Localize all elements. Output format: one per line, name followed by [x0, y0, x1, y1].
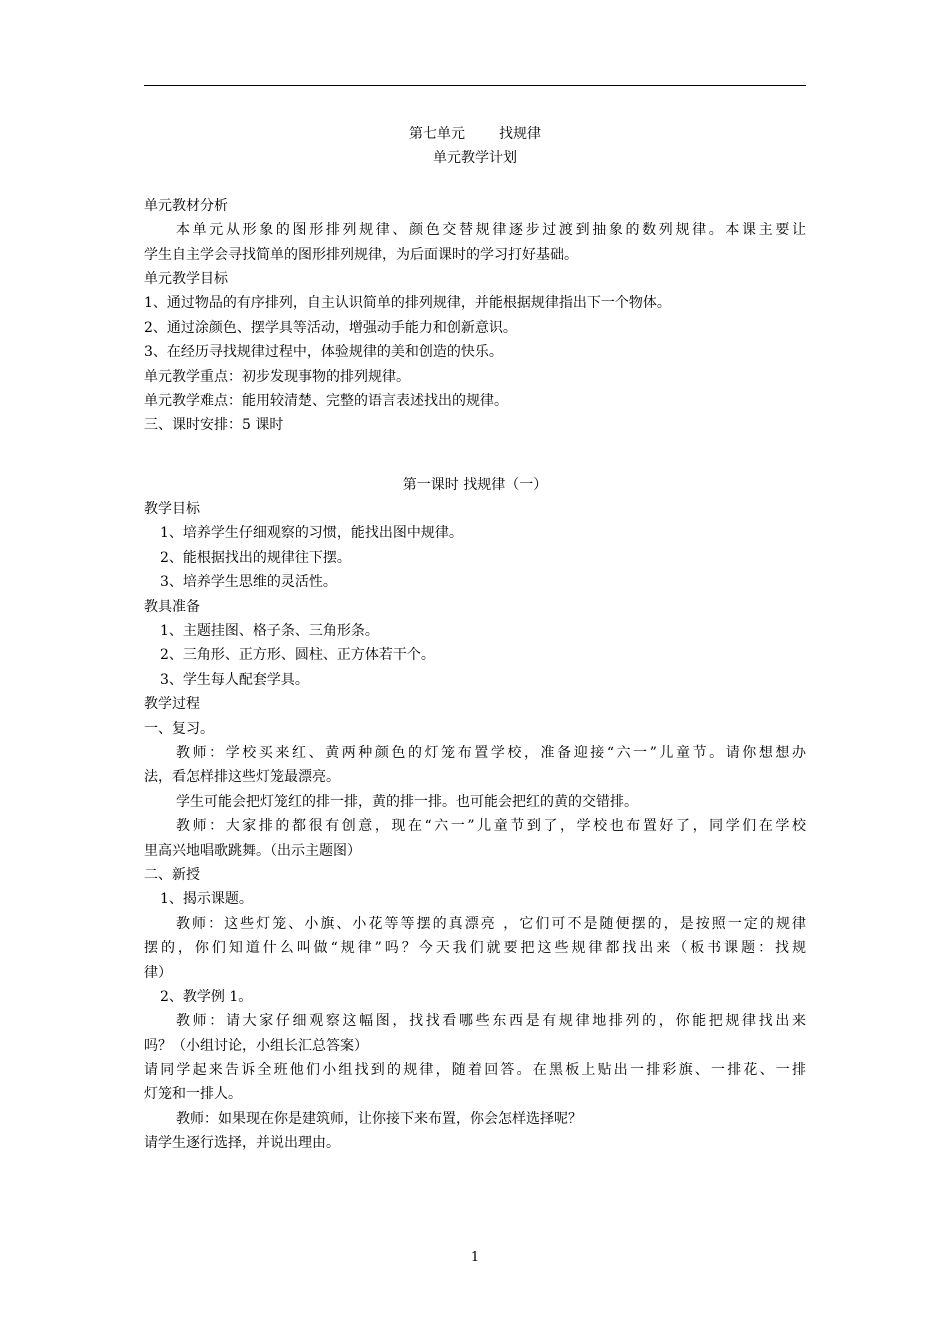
unit-title: 第七单元 找规律	[409, 126, 541, 142]
paragraph-1-line-2: 法，看怎样排这些灯笼最漂亮。	[144, 769, 340, 786]
paragraph-7: 教师：如果现在你是建筑师，让你接下来布置，你会怎样选择呢？	[176, 1110, 582, 1127]
goal-2: 2、通过涂颜色、摆学具等活动，增强动手能力和创新意识。	[144, 319, 517, 336]
paragraph-4-line-3: 律）	[144, 964, 172, 981]
step-1: 1、揭示课题。	[160, 891, 253, 908]
analysis-line-2: 学生自主学会寻找简单的图形排列规律，为后面课时的学习打好基础。	[144, 246, 578, 263]
lesson-goal-1: 1、培养学生仔细观察的习惯，能找出图中规律。	[160, 525, 463, 542]
paragraph-1-line-1: 教师：学校买来红、黄两种颜色的灯笼布置学校，准备迎接“六一”儿童节。请你想想办	[176, 744, 806, 761]
paragraph-5-line-2: 吗？（小组讨论，小组长汇总答案）	[144, 1037, 368, 1054]
goals-heading: 单元教学目标	[144, 270, 228, 287]
lesson-goal-3: 3、培养学生思维的灵活性。	[160, 574, 337, 591]
key-point: 单元教学重点：初步发现事物的排列规律。	[144, 368, 410, 385]
review-heading: 一、复习。	[144, 720, 214, 737]
paragraph-2: 学生可能会把灯笼红的排一排，黄的排一排。也可能会把红的黄的交错排。	[176, 793, 638, 810]
analysis-line-1: 本单元从形象的图形排列规律、颜色交替规律逐步过渡到抽象的数列规律。本课主要让	[176, 222, 806, 239]
header-rule	[144, 85, 806, 86]
lesson-goals-heading: 教学目标	[144, 501, 200, 518]
process-heading: 教学过程	[144, 696, 200, 713]
paragraph-3-line-1: 教师：大家排的都很有创意，现在“六一”儿童节到了，学校也布置好了，同学们在学校	[176, 818, 806, 835]
analysis-heading: 单元教材分析	[144, 197, 228, 214]
goal-3: 3、在经历寻找规律过程中，体验规律的美和创造的快乐。	[144, 344, 503, 361]
plan-title: 单元教学计划	[433, 150, 517, 167]
paragraph-6-line-1: 请同学起来告诉全班他们小组找到的规律，随着回答。在黑板上贴出一排彩旗、一排花、一排	[144, 1062, 806, 1079]
document-body	[144, 122, 806, 1156]
step-2: 2、教学例 1。	[160, 988, 253, 1005]
lesson-goal-2: 2、能根据找出的规律往下摆。	[160, 549, 351, 566]
paragraph-4-line-2: 摆的，你们知道什么叫做“规律”吗？今天我们就要把这些规律都找出来（板书课题：找规	[144, 940, 806, 957]
goal-1: 1、通过物品的有序排列，自主认识简单的排列规律，并能根据规律指出下一个物体。	[144, 295, 671, 312]
paragraph-5-line-1: 教师：请大家仔细观察这幅图，找找看哪些东西是有规律地排列的，你能把规律找出来	[176, 1013, 806, 1030]
tool-2: 2、三角形、正方形、圆柱、正方体若干个。	[160, 647, 435, 664]
paragraph-8: 请学生逐行选择，并说出理由。	[144, 1135, 340, 1152]
tool-1: 1、主题挂图、格子条、三角形条。	[160, 623, 379, 640]
tools-heading: 教具准备	[144, 598, 200, 615]
difficulty: 单元教学难点：能用较清楚、完整的语言表述找出的规律。	[144, 392, 508, 409]
tool-3: 3、学生每人配套学具。	[160, 671, 309, 688]
page-number: 1	[470, 1250, 480, 1265]
new-lesson-heading: 二、新授	[144, 866, 200, 883]
paragraph-4-line-1: 教师：这些灯笼、小旗、小花等等摆的真漂亮 ，它们可不是随便摆的，是按照一定的规律	[176, 915, 806, 932]
paragraph-3-line-2: 里高兴地唱歌跳舞。（出示主题图）	[144, 842, 361, 859]
lesson-title: 第一课时 找规律（一）	[402, 476, 548, 493]
paragraph-6-line-2: 灯笼和一排人。	[144, 1086, 242, 1103]
schedule: 三、课时安排：5 课时	[144, 417, 284, 434]
